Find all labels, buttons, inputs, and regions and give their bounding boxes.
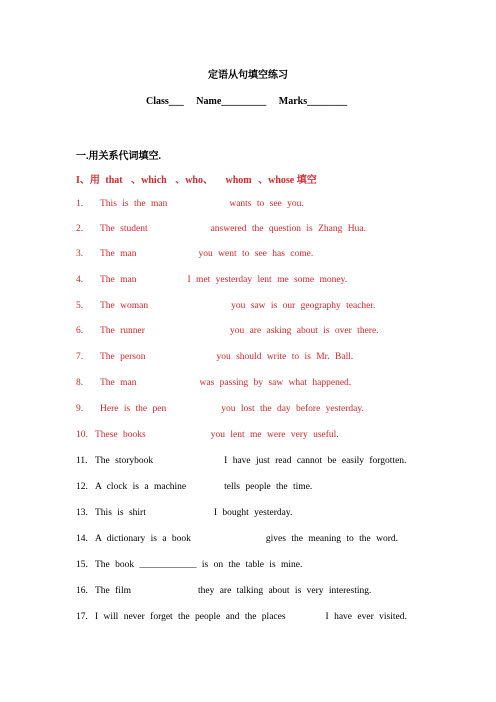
item-text-before-blank: The woman [100,301,149,311]
exercise-item [76,249,313,259]
exercise-item [76,301,375,311]
item-number: 3. [76,249,84,259]
exercise-item [76,456,406,466]
exercise-item [76,275,347,285]
subheading-word: that [105,175,123,186]
item-text-after-blank: you lent me were very useful. [210,430,339,440]
subheading-word: 填空 [296,175,317,186]
item-text-after-blank: I have ever visited. [325,612,407,622]
exercise-item [76,352,353,362]
item-text-after-blank: answered the question is Zhang Hua. [210,224,366,234]
exercise-item [76,404,364,414]
item-text-before-blank: The film [95,586,131,596]
item-text-after-blank: you are asking about is over there. [229,326,379,336]
section-heading: 一.用关系代词填空. [76,151,161,162]
exercise-item [76,430,339,440]
subheading-word: whom [225,175,252,186]
subheading-word: 、which [131,175,167,186]
item-text-before-blank: The man [100,275,137,285]
marks-field: Marks________ [278,96,348,107]
item-text-after-blank: gives the meaning to the word. [265,534,399,544]
exercise-item [76,612,407,622]
item-text-before-blank: The storybook [95,456,154,466]
exercise-item [76,586,371,596]
item-text-after-blank: you should write to is Mr. Ball. [216,352,354,362]
item-text-before-blank: The man [100,378,137,388]
subheading-word: 、whose [258,175,295,186]
exercise-item [76,199,304,209]
item-text-before-blank: A dictionary is a book [95,534,191,544]
item-text-after-blank: I bought yesterday. [213,508,293,518]
item-number: 16. [76,586,88,596]
subheading-word: 、who、 [175,175,213,186]
item-text-before-blank: This is the man [100,199,168,209]
item-text-after-blank: you lost the day before yesterday. [221,404,364,414]
item-number: 15. [76,560,88,570]
item-number: 9. [76,404,84,414]
item-number: 4. [76,275,84,285]
item-text-before-blank: This is shirt [95,508,146,518]
item-text-before-blank: I will never forget the people and the places [95,612,286,622]
exercise-item [76,378,351,388]
exercise-item [76,482,312,492]
item-number: 14. [76,534,88,544]
item-number: 1. [76,199,84,209]
item-number: 17. [76,612,88,622]
item-text-after-blank: I met yesterday lent me some money. [187,275,348,285]
item-text-after-blank: was passing by saw what happened. [199,378,352,388]
item-text-before-blank: Here is the pen [100,404,167,414]
item-text-before-blank: The student [100,224,148,234]
item-text-after-blank: they are talking about is very interesting. [197,586,372,596]
item-number: 13. [76,508,88,518]
item-text-before-blank: The runner [100,326,145,336]
item-text-after-blank: I have just read cannot be easily forgotten. [224,456,407,466]
subheading-prefix: I、用 [76,175,100,186]
item-text-before-blank: The book ____________ is on the table is mine. [95,560,303,570]
exercise-item [76,508,292,518]
name-field: Name_________ [196,96,267,107]
item-number: 6. [76,326,84,336]
item-text-before-blank: A clock is a machine [95,482,187,492]
item-number: 10. [76,430,88,440]
exercise-item [76,534,398,544]
exercise-item [76,560,302,570]
page-title: 定语从句填空练习 [208,70,288,81]
item-number: 5. [76,301,84,311]
item-text-after-blank: tells people the time. [224,482,313,492]
item-number: 7. [76,352,84,362]
item-text-after-blank: wants to see you. [229,199,304,209]
item-text-before-blank: The person [100,352,146,362]
class-field: Class___ [146,96,184,107]
item-text-before-blank: The man [100,249,137,259]
item-text-after-blank: you went to see has come. [198,249,314,259]
item-text-after-blank: you saw is our geography teacher. [231,301,376,311]
item-text-before-blank: These books [95,430,146,440]
item-number: 8. [76,378,84,388]
exercise-item [76,224,366,234]
item-number: 12. [76,482,88,492]
item-number: 2. [76,224,84,234]
item-number: 11. [76,456,88,466]
exercise-item [76,326,379,336]
